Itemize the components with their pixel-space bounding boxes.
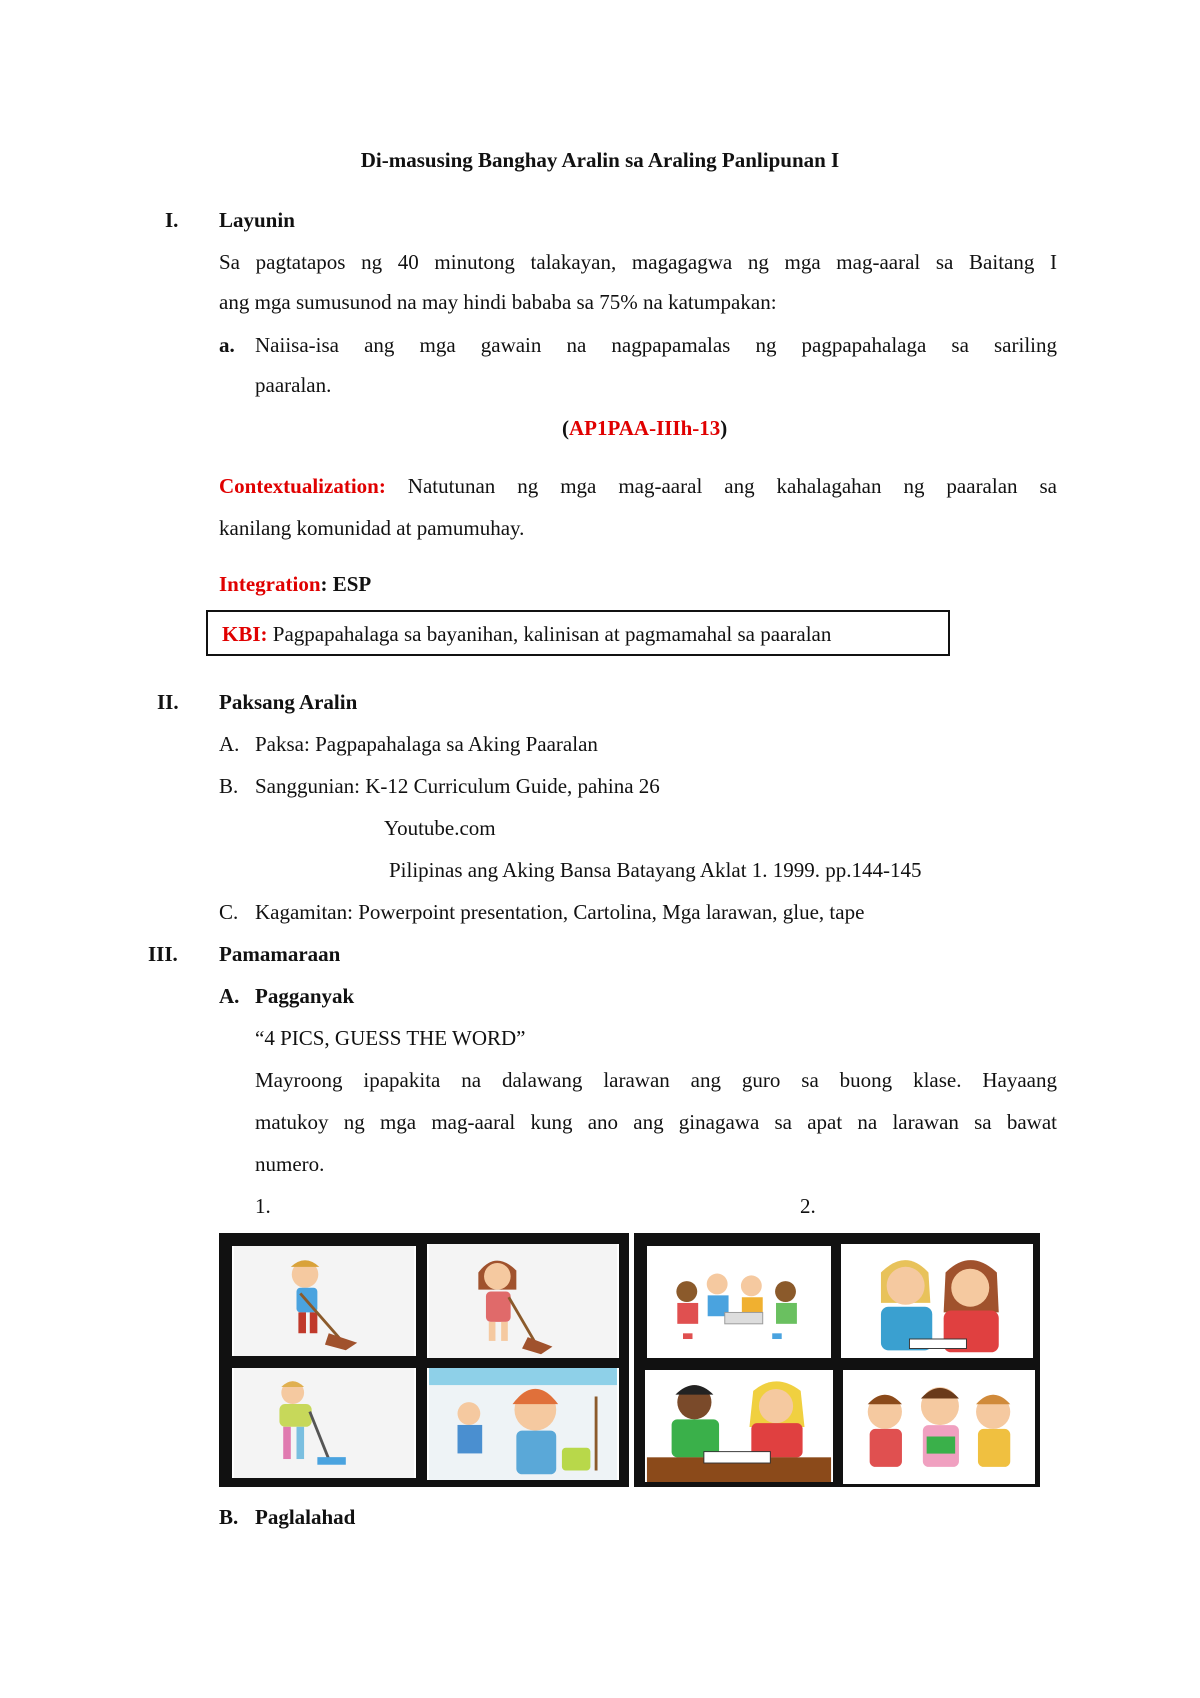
layunin-intro-line2: ang mga sumusunod na may hindi bababa sa 75% na katumpakan: bbox=[219, 290, 777, 314]
teacher-reading-illustration bbox=[841, 1244, 1033, 1358]
picture-teacher-reading bbox=[838, 1241, 1036, 1361]
pamamaraan-a-label: A. bbox=[219, 984, 240, 1008]
picture-children-reading-group bbox=[644, 1243, 834, 1361]
contextualization-label: Contextualization: bbox=[219, 474, 386, 498]
document-title: Di-masusing Banghay Aralin sa Araling Panlipunan I bbox=[360, 148, 840, 172]
contextualization-line1 bbox=[219, 474, 1057, 499]
picture-children-reading-book bbox=[840, 1367, 1038, 1487]
pamamaraan-a-heading: Pagganyak bbox=[255, 984, 355, 1008]
pagganyak-desc-line1: Mayroong ipapakita na dalawang larawan ang guro sa buong klase. Hayaang bbox=[255, 1068, 1057, 1092]
kids-studying-illustration bbox=[645, 1370, 833, 1482]
section-2-heading: Paksang Aralin bbox=[219, 690, 358, 714]
kbi-text: Pagpapahalaga sa bayanihan, kalinisan at pagmamahal sa paaralan bbox=[267, 622, 832, 646]
girl-sweeping-illustration bbox=[427, 1244, 619, 1358]
code-close-paren: ) bbox=[720, 416, 728, 440]
paksa-c-label: C. bbox=[219, 900, 239, 924]
picture-boy-sweeping bbox=[229, 1243, 419, 1359]
section-2-numeral: II. bbox=[157, 690, 179, 714]
section-1-numeral: I. bbox=[165, 208, 179, 232]
picture-set-2-number: 2. bbox=[800, 1194, 816, 1218]
paksa-a-text: Paksa: Pagpapahalaga sa Aking Paaralan bbox=[255, 732, 598, 756]
code-value: AP1PAA-IIIh-13 bbox=[569, 416, 721, 440]
contextualization-text: Natutunan ng mga mag-aaral ang kahalagahan ng paaralan sa bbox=[385, 474, 1057, 498]
girl-mopping-illustration bbox=[232, 1368, 416, 1478]
competency-code bbox=[562, 416, 727, 441]
picture-children-cleaning bbox=[424, 1365, 622, 1483]
layunin-intro-line1: Sa pagtatapos ng 40 minutong talakayan, magagagwa ng mga mag-aaral sa Baitang I bbox=[219, 250, 1057, 274]
layunin-item-a-line1: Naiisa-isa ang mga gawain na nagpapamalas ng pagpapahalaga sa sariling bbox=[255, 333, 1057, 357]
integration-line bbox=[219, 572, 371, 597]
four-pics-grid bbox=[219, 1233, 1045, 1487]
picture-set-1-number: 1. bbox=[255, 1194, 271, 1218]
picture-kids-studying bbox=[642, 1367, 836, 1485]
contextualization-line2: kanilang komunidad at pamumuhay. bbox=[219, 516, 525, 540]
kbi-label: KBI: bbox=[222, 622, 268, 646]
boy-sweeping-illustration bbox=[232, 1246, 416, 1356]
pagganyak-desc-line3: numero. bbox=[255, 1152, 325, 1176]
paksa-b-ref-youtube: Youtube.com bbox=[384, 816, 496, 840]
paksa-c-text: Kagamitan: Powerpoint presentation, Cartolina, Mga larawan, glue, tape bbox=[255, 900, 865, 924]
integration-value: : ESP bbox=[320, 572, 372, 596]
kbi-line bbox=[222, 622, 831, 647]
section-1-heading: Layunin bbox=[219, 208, 295, 232]
section-3-heading: Pamamaraan bbox=[219, 942, 341, 966]
layunin-item-a-line2: paaralan. bbox=[255, 373, 332, 397]
paksa-b-label: B. bbox=[219, 774, 239, 798]
picture-girl-sweeping bbox=[424, 1241, 622, 1361]
pamamaraan-b-heading: Paglalahad bbox=[255, 1505, 356, 1529]
children-reading-group-illustration bbox=[647, 1246, 831, 1358]
pagganyak-desc-line2: matukoy ng mga mag-aaral kung ano ang ginagawa sa apat na larawan sa bawat bbox=[255, 1110, 1057, 1134]
code-open-paren: ( bbox=[562, 416, 569, 440]
pamamaraan-b-label: B. bbox=[219, 1505, 239, 1529]
layunin-item-a-label: a. bbox=[219, 333, 235, 357]
children-cleaning-illustration bbox=[427, 1368, 619, 1480]
picture-girl-mopping bbox=[229, 1365, 419, 1481]
section-3-numeral: III. bbox=[148, 942, 178, 966]
paksa-b-text: Sanggunian: K-12 Curriculum Guide, pahina 26 bbox=[255, 774, 660, 798]
paksa-a-label: A. bbox=[219, 732, 240, 756]
kbi-box bbox=[206, 610, 950, 656]
children-reading-book-illustration bbox=[843, 1370, 1035, 1484]
game-title: “4 PICS, GUESS THE WORD” bbox=[255, 1026, 526, 1050]
integration-label: Integration bbox=[219, 572, 321, 596]
paksa-b-ref-book: Pilipinas ang Aking Bansa Batayang Aklat 1. 1999. pp.144-145 bbox=[389, 858, 922, 882]
